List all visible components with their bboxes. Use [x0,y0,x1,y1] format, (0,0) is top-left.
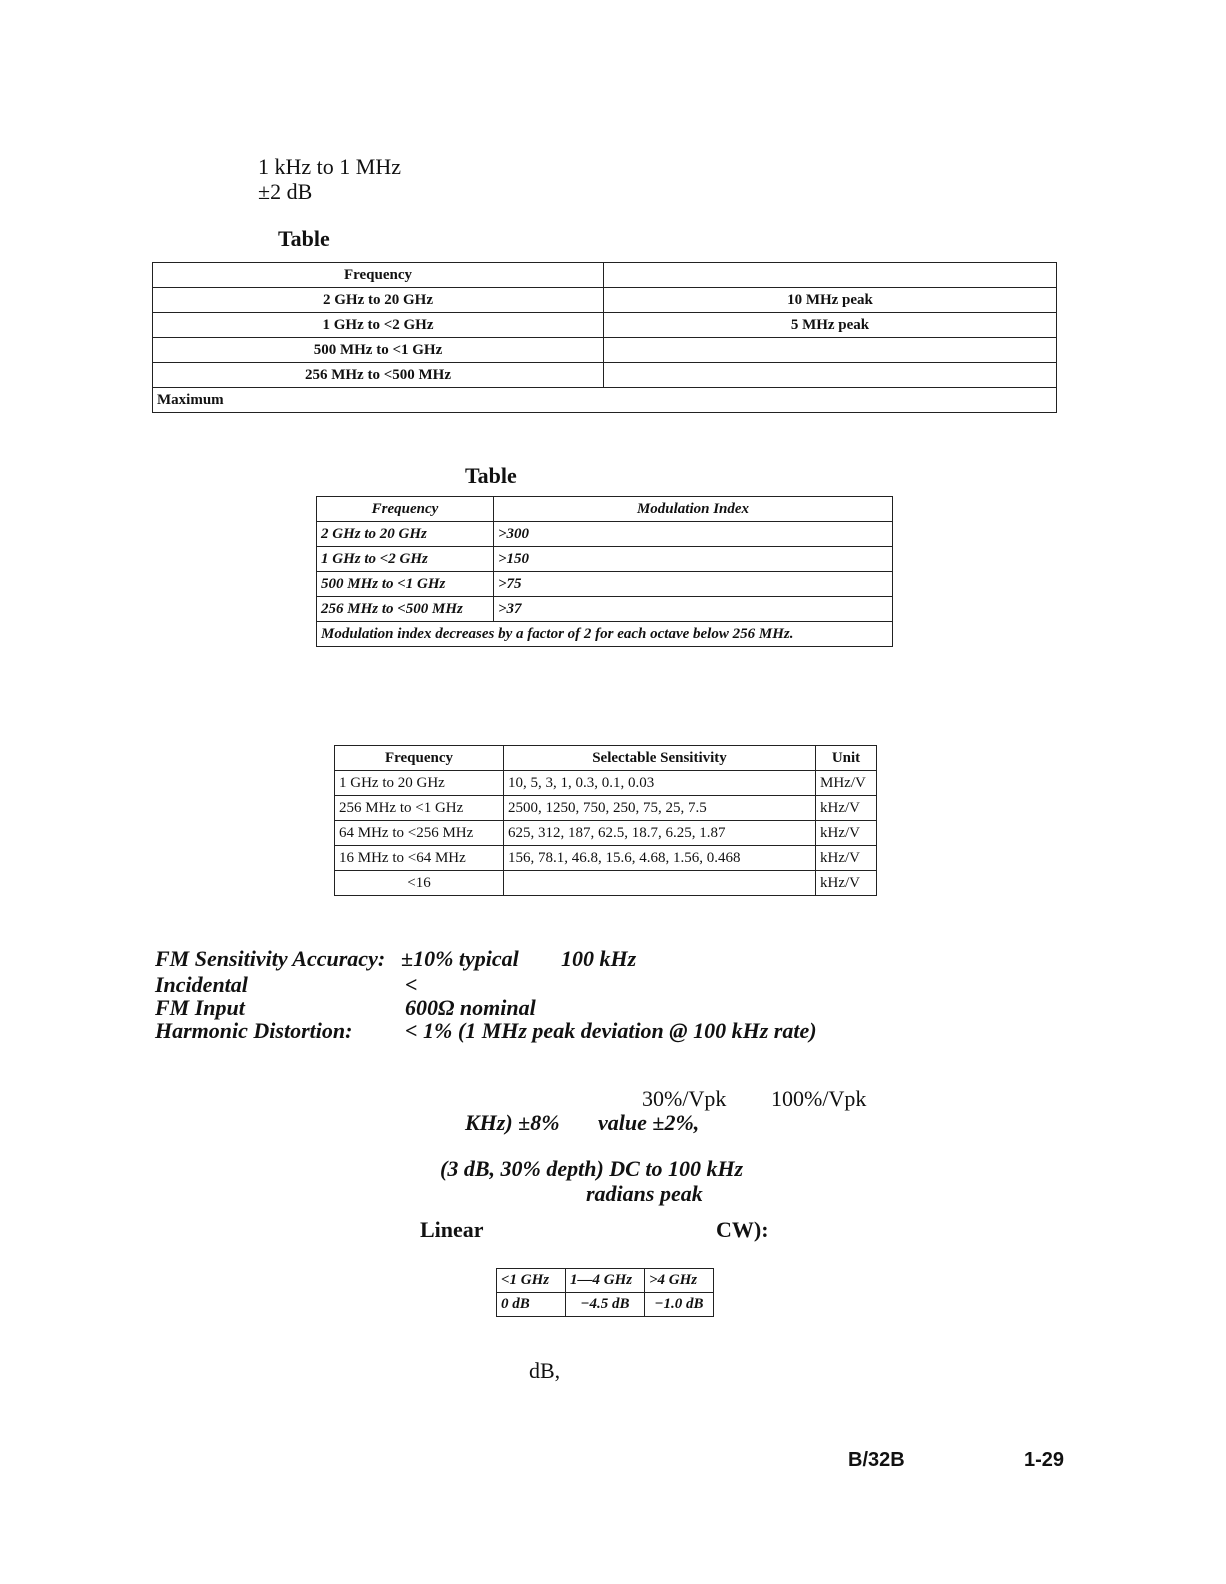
table-row [335,746,877,771]
table-cell: 2 GHz to 20 GHz [317,522,494,547]
table-cell: 10, 5, 3, 1, 0.3, 0.1, 0.03 [504,771,816,796]
table-row [153,288,1057,313]
db-text: dB, [529,1358,561,1383]
flatness-text: ±2 dB [258,179,313,204]
table-header-index: Modulation Index [494,497,893,522]
am-sensitivity-1: 30%/Vpk [642,1086,727,1111]
table-row [317,547,893,572]
table-header: >4 GHz [645,1269,714,1293]
frequency-range-text: 1 kHz to 1 MHz [258,154,401,179]
page-number: 1-29 [1024,1449,1065,1471]
linear-offset-table [496,1268,714,1317]
table-header-empty [604,263,1057,288]
cw-label: CW): [716,1217,769,1242]
table-cell: 1 GHz to 20 GHz [335,771,504,796]
table-row [335,846,877,871]
table-row [317,622,893,647]
table-cell [604,363,1057,388]
am-bandwidth: (3 dB, 30% depth) DC to 100 kHz [440,1156,744,1181]
table-cell: 64 MHz to <256 MHz [335,821,504,846]
table-cell: 1 GHz to <2 GHz [153,313,604,338]
table-row [153,313,1057,338]
table-header: 1—4 GHz [566,1269,645,1293]
table-cell [504,871,816,896]
table-row [335,796,877,821]
fm-input-value: 600Ω nominal [405,995,536,1020]
table-cell: 5 MHz peak [604,313,1057,338]
table-row [153,388,1057,413]
fm-deviation-table [152,262,1057,413]
table-header-frequency: Frequency [335,746,504,771]
table-header-frequency: Frequency [317,497,494,522]
table-cell: 0 dB [497,1293,566,1317]
table-row [153,338,1057,363]
table-cell: >150 [494,547,893,572]
table1-heading: Table [278,226,330,251]
table-footer: Modulation index decreases by a factor of 2 for each octave below 256 MHz. [317,622,893,647]
table-cell: <16 [335,871,504,896]
table-cell: kHz/V [816,846,877,871]
table-cell: 2 GHz to 20 GHz [153,288,604,313]
table-cell: 256 MHz to <1 GHz [335,796,504,821]
table-cell: >75 [494,572,893,597]
table-cell: 10 MHz peak [604,288,1057,313]
table-cell: 256 MHz to <500 MHz [317,597,494,622]
footer-model: B/32B [848,1449,905,1471]
table-row [317,497,893,522]
table-header-sensitivity: Selectable Sensitivity [504,746,816,771]
table-row [335,771,877,796]
am-sensitivity-2: 100%/Vpk [771,1086,867,1111]
table-row [335,871,877,896]
table-cell: 500 MHz to <1 GHz [317,572,494,597]
table-cell: >300 [494,522,893,547]
table-cell: 1 GHz to <2 GHz [317,547,494,572]
table-header: <1 GHz [497,1269,566,1293]
incidental-value: < [405,972,418,997]
table-cell: −1.0 dB [645,1293,714,1317]
table2-heading: Table [465,463,517,488]
harmonic-distortion-value: < 1% (1 MHz peak deviation @ 100 kHz rate) [405,1018,817,1043]
table-row [153,363,1057,388]
table-cell: 500 MHz to <1 GHz [153,338,604,363]
am-accuracy-part-a: KHz) ±8% [465,1110,560,1135]
table-cell: 256 MHz to <500 MHz [153,363,604,388]
fm-accuracy-frequency: 100 kHz [561,946,637,971]
table-cell: 156, 78.1, 46.8, 15.6, 4.68, 1.56, 0.468 [504,846,816,871]
table-cell: >37 [494,597,893,622]
table-footer: Maximum [153,388,1057,413]
table-cell: 16 MHz to <64 MHz [335,846,504,871]
table-row [317,597,893,622]
table-cell [604,338,1057,363]
table-header-unit: Unit [816,746,877,771]
radians-peak-text: radians peak [586,1181,703,1206]
linear-label: Linear [420,1217,484,1242]
table-cell: 625, 312, 187, 62.5, 18.7, 6.25, 1.87 [504,821,816,846]
table-header-frequency: Frequency [153,263,604,288]
table-row [317,522,893,547]
modulation-index-table [316,496,893,647]
fm-input-label: FM Input [155,995,245,1020]
am-accuracy-part-b: value ±2%, [598,1110,700,1135]
fm-sensitivity-table [334,745,877,896]
table-cell: kHz/V [816,871,877,896]
table-row [497,1269,714,1293]
table-cell: kHz/V [816,796,877,821]
fm-accuracy-label: FM Sensitivity Accuracy: [155,946,386,971]
table-row [153,263,1057,288]
table-cell: MHz/V [816,771,877,796]
table-row [317,572,893,597]
harmonic-distortion-label: Harmonic Distortion: [155,1018,353,1043]
table-cell: 2500, 1250, 750, 250, 75, 25, 7.5 [504,796,816,821]
table-cell: −4.5 dB [566,1293,645,1317]
table-row [335,821,877,846]
fm-accuracy-value: ±10% typical [401,946,519,971]
table-row [497,1293,714,1317]
incidental-label: Incidental [155,972,248,997]
table-cell: kHz/V [816,821,877,846]
